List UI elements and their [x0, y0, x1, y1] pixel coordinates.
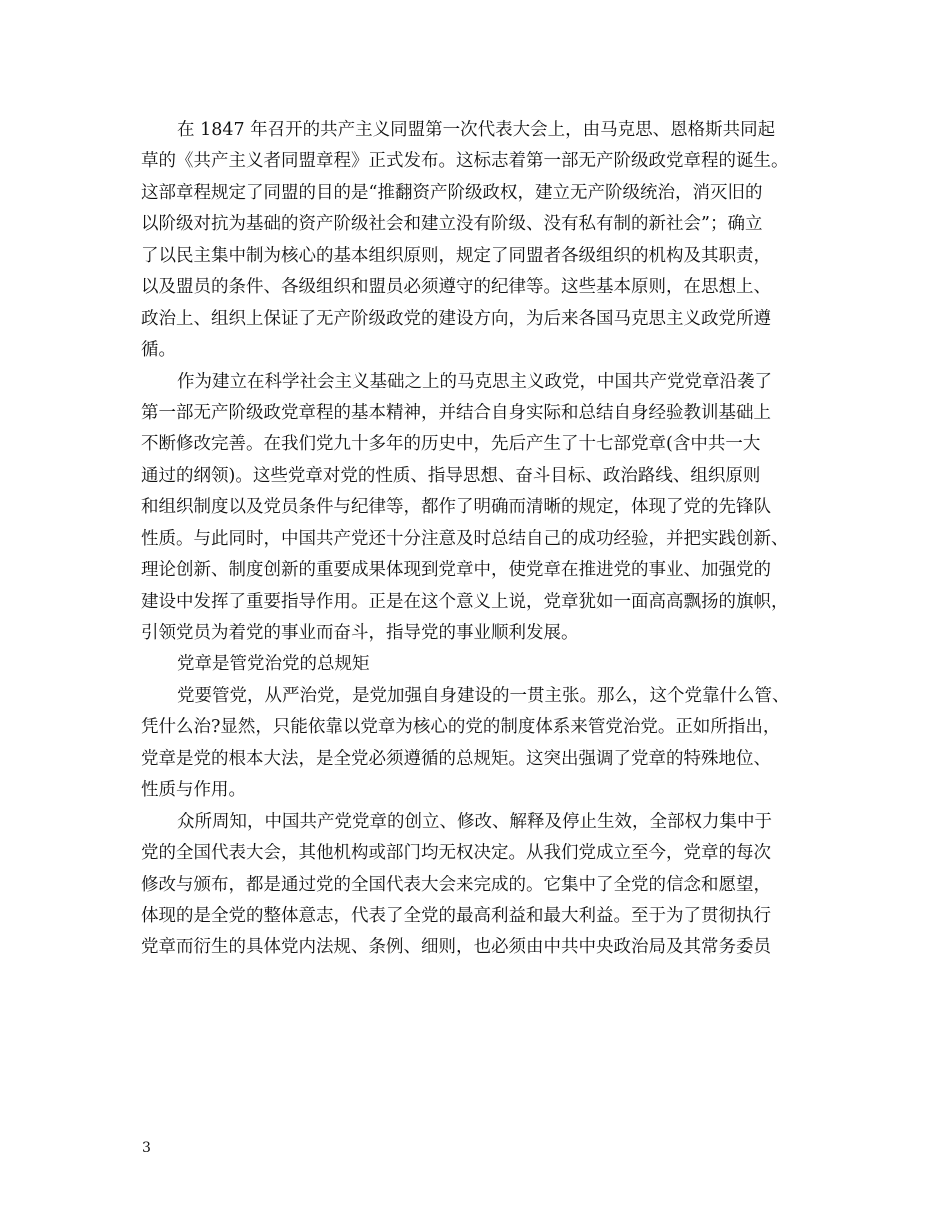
text-line: 建设中发挥了重要指导作用。正是在这个意义上说，党章犹如一面高高飘扬的旗帜，: [141, 591, 789, 612]
text-line: 第一部无产阶级政党章程的基本精神，并结合自身实际和总结自身经验教训基础上: [141, 402, 771, 423]
text-line: 在 1847 年召开的共产主义同盟第一次代表大会上，由马克思、恩格斯共同起: [177, 120, 776, 140]
text-line: 草的《共产主义者同盟章程》正式发布。这标志着第一部无产阶级政党章程的诞生。: [141, 151, 789, 172]
text-line: 了以民主集中制为核心的基本组织原则，规定了同盟者各级组织的机构及其职责，: [141, 245, 771, 266]
body-text: [141, 115, 831, 964]
text-line: 性质与作用。: [141, 780, 246, 801]
text-line: 众所周知，中国共产党党章的创立、修改、解释及停止生效，全部权力集中于: [177, 811, 772, 832]
text-line: 党要管党，从严治党，是党加强自身建设的一贯主张。那么，这个党靠什么管、: [177, 685, 790, 706]
text-line: 党章而衍生的具体党内法规、条例、细则，也必须由中共中央政治局及其常务委员: [141, 937, 771, 958]
text-line: 党章是党的根本大法，是全党必须遵循的总规矩。这突出强调了党章的特殊地位、: [141, 748, 771, 769]
text-line: 不断修改完善。在我们党九十多年的历史中，先后产生了十七部党章(含中共一大: [141, 434, 761, 455]
text-line: 凭什么治?显然，只能依靠以党章为核心的党的制度体系来管党治党。正如所指出，: [141, 717, 781, 738]
text-line: 引领党员为着党的事业而奋斗，指导党的事业顺利发展。: [141, 623, 579, 643]
text-line: 以及盟员的条件、各级组织和盟员必须遵守的纪律等。这些基本原则，在思想上、: [141, 277, 771, 298]
text-line: 以阶级对抗为基础的资产阶级社会和建立没有阶级、没有私有制的新社会”；确立: [141, 214, 763, 235]
text-line: 循。: [141, 340, 176, 361]
text-line: 政治上、组织上保证了无产阶级政党的建设方向，为后来各国马克思主义政党所遵: [141, 308, 771, 329]
page-number: 3: [142, 1140, 151, 1156]
text-line: 理论创新、制度创新的重要成果体现到党章中，使党章在推进党的事业、加强党的: [141, 560, 771, 581]
text-line: 性质。与此同时，中国共产党还十分注意及时总结自己的成功经验，并把实践创新、: [141, 528, 789, 549]
text-line: 体现的是全党的整体意志，代表了全党的最高利益和最大利益。至于为了贯彻执行: [141, 905, 771, 926]
text-line: 作为建立在科学社会主义基础之上的马克思主义政党，中国共产党党章沿袭了: [177, 371, 772, 392]
text-line: 这部章程规定了同盟的目的是“推翻资产阶级政权，建立无产阶级统治，消灭旧的: [141, 182, 763, 203]
text-line: 党的全国代表大会，其他机构或部门均无权决定。从我们党成立至今，党章的每次: [141, 843, 771, 864]
text-line: 党章是管党治党的总规矩: [177, 654, 370, 675]
text-line: 通过的纲领)。这些党章对党的性质、指导思想、奋斗目标、政治路线、组织原则: [141, 465, 761, 486]
text-line: 和组织制度以及党员条件与纪律等，都作了明确而清晰的规定，体现了党的先锋队: [141, 497, 771, 518]
text-line: 修改与颁布，都是通过党的全国代表大会来完成的。它集中了全党的信念和愿望，: [141, 874, 771, 895]
